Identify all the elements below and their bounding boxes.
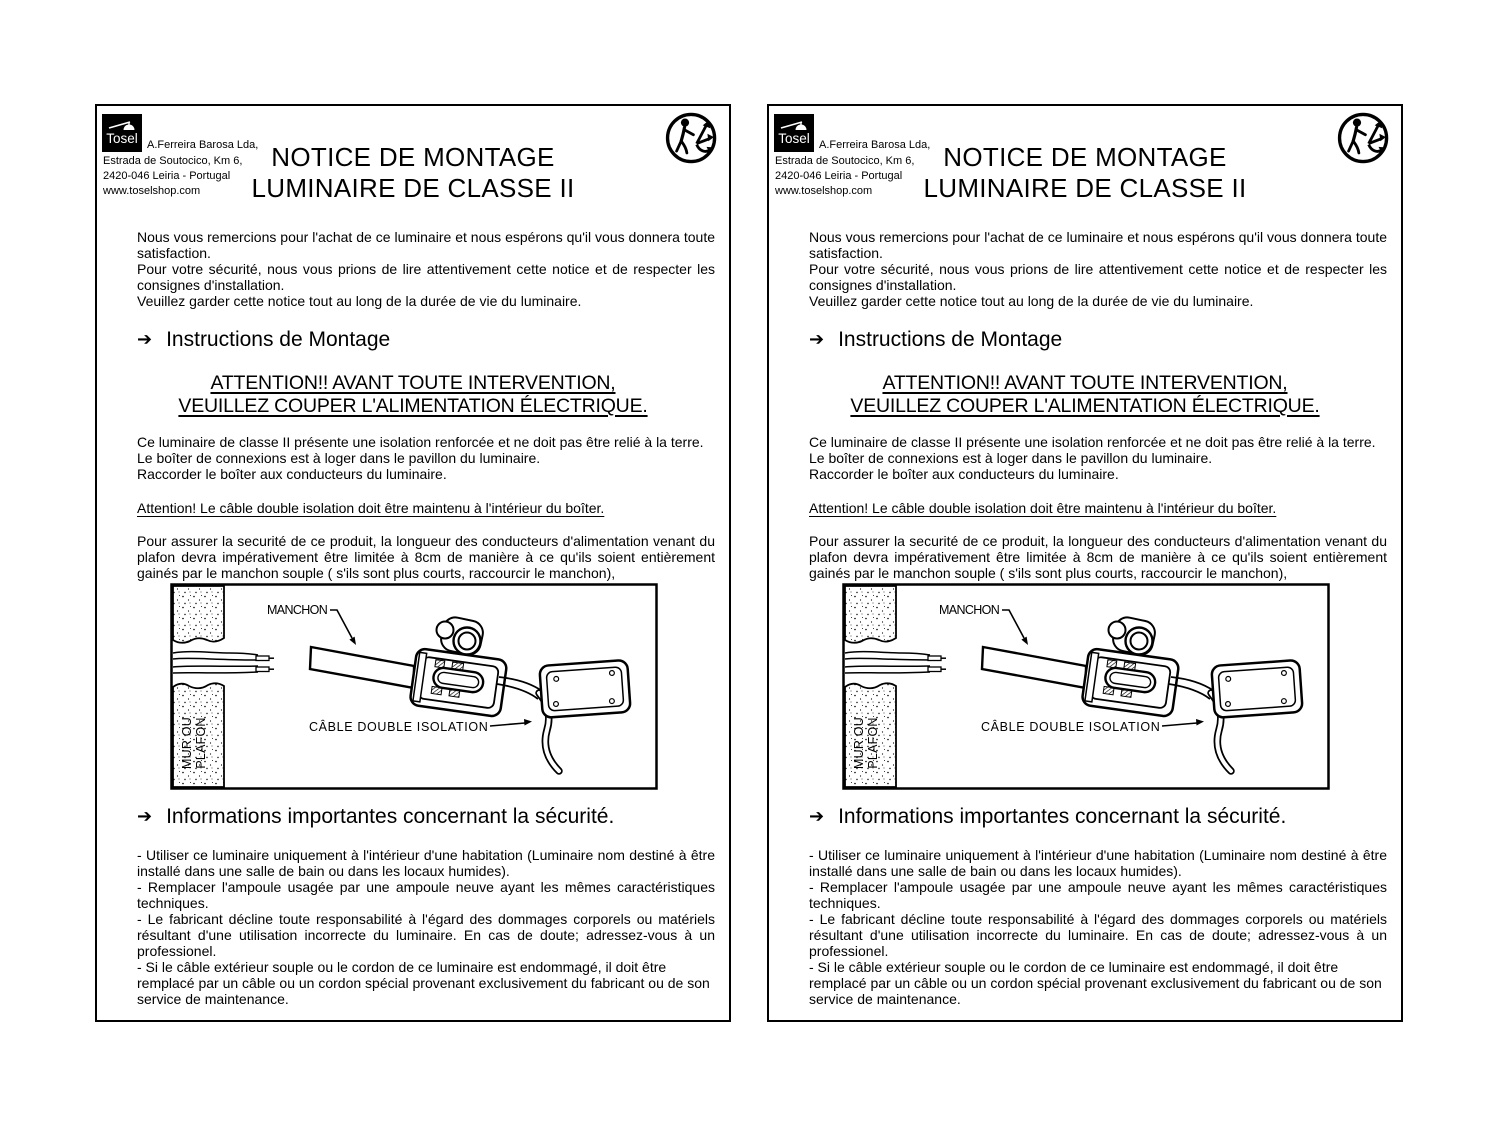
safety-bullet-3: - Le fabricant décline toute responsabilité à l'égard des dommages corporels ou matériels résultant d'une utilisation incorrecte du luminaire. En cas de doute; adressez-vous à un professionel. (137, 911, 715, 959)
class2-line-1: Ce luminaire de classe II présente une isolation renforcée et ne doit pas être relié à la terre. (809, 434, 1376, 450)
label-manchon: MANCHON (267, 603, 328, 617)
title-line-2: LUMINAIRE DE CLASSE II (923, 173, 1247, 203)
company-website: www.toselshop.com (103, 185, 201, 197)
intro-line-2: Pour votre sécurité, nous vous prions de lire attentivement cette notice et de respecter les consignes d'installation. (809, 261, 1387, 293)
junction-box (1081, 648, 1179, 717)
warning-heading (97, 372, 729, 418)
label-wall-line2: PLAFON (866, 717, 880, 769)
title-line-1: NOTICE DE MONTAGE (943, 142, 1227, 172)
intro-line-3: Veuillez garder cette notice tout au long de la durée de vie du luminaire. (137, 293, 582, 309)
notice-page (767, 104, 1403, 1022)
intro-paragraphs (809, 229, 1387, 309)
safety-bullet-4: - Si le câble extérieur souple ou le cordon de ce luminaire est endommagé, il doit être remplacé par un câble ou un cordon spécial provenant exclusivement du fabricant ou de son service de maintenance. (809, 959, 1382, 1007)
safety-bullets (137, 847, 715, 1007)
arrow-icon: ➔ (809, 329, 825, 349)
page-title (769, 142, 1401, 204)
page-title (97, 142, 729, 204)
warning-line-2: VEUILLEZ COUPER L'ALIMENTATION ÉLECTRIQUE. (850, 395, 1320, 417)
notice-page (95, 104, 731, 1022)
company-name: A.Ferreira Barosa Lda, (147, 139, 259, 151)
label-cable-double-isolation: CÂBLE DOUBLE ISOLATION (309, 720, 488, 734)
company-city: 2420-046 Leiria - Portugal (775, 170, 903, 182)
safety-bullet-2: - Remplacer l'ampoule usagée par une ampoule neuve ayant les mêmes caractéristiques techniques. (809, 879, 1387, 911)
company-name: A.Ferreira Barosa Lda, (819, 139, 931, 151)
title-line-2: LUMINAIRE DE CLASSE II (251, 173, 575, 203)
class2-line-2: Le boîter de connexions est à loger dans le pavillon du luminaire. (809, 450, 1213, 466)
installation-diagram (170, 583, 658, 790)
section-heading-montage (137, 328, 715, 352)
brand-text: Tosel (778, 131, 810, 146)
label-wall-line1: MUR OU (180, 717, 194, 769)
section-heading-montage-label: Instructions de Montage (166, 328, 391, 351)
intro-line-1: Nous vous remercions pour l'achat de ce luminaire et nous espérons qu'il vous donnera toute satisfaction. (137, 229, 715, 261)
warning-line-1: ATTENTION!! AVANT TOUTE INTERVENTION, (882, 372, 1288, 394)
intro-paragraphs (137, 229, 715, 309)
length-paragraph: Pour assurer la securité de ce produit, la longueur des conducteurs d'alimentation venant du plafon devra impérativement être limitée à 8cm de manière à ce qu'ils soient entièrement gainés par le manchon souple ( s'ils sont plus courts, raccourcir le manchon), (137, 533, 715, 581)
class2-line-3: Raccorder le boîter aux conducteurs du luminaire. (137, 466, 447, 482)
label-wall-line2: PLAFON (194, 717, 208, 769)
intro-line-2: Pour votre sécurité, nous vous prions de lire attentivement cette notice et de respecter les consignes d'installation. (137, 261, 715, 293)
installation-diagram (842, 583, 1330, 790)
safety-bullet-4: - Si le câble extérieur souple ou le cordon de ce luminaire est endommagé, il doit être remplacé par un câble ou un cordon spécial provenant exclusivement du fabricant ou de son service de maintenance. (137, 959, 710, 1007)
class2-line-3: Raccorder le boîter aux conducteurs du luminaire. (809, 466, 1119, 482)
triman-recycling-icon (664, 110, 720, 166)
label-cable-double-isolation: CÂBLE DOUBLE ISOLATION (981, 720, 1160, 734)
attention-note: Attention! Le câble double isolation doit être maintenu à l'intérieur du boîter. (809, 500, 1277, 516)
attention-note: Attention! Le câble double isolation doit être maintenu à l'intérieur du boîter. (137, 500, 605, 516)
arrow-icon: ➔ (137, 806, 153, 826)
class2-paragraph (809, 434, 1387, 482)
intro-line-3: Veuillez garder cette notice tout au long de la durée de vie du luminaire. (809, 293, 1254, 309)
title-line-1: NOTICE DE MONTAGE (271, 142, 555, 172)
class2-paragraph (137, 434, 715, 482)
safety-bullet-1: - Utiliser ce luminaire uniquement à l'intérieur d'une habitation (Luminaire nom destiné à être installé dans une salle de bain ou dans les locaux humides). (137, 847, 715, 879)
section-heading-securite (137, 805, 715, 829)
class2-line-2: Le boîter de connexions est à loger dans le pavillon du luminaire. (137, 450, 541, 466)
arrow-icon: ➔ (137, 329, 153, 349)
label-wall-line1: MUR OU (852, 717, 866, 769)
safety-bullets (809, 847, 1387, 1007)
company-street: Estrada de Soutocico, Km 6, (103, 155, 243, 167)
brand-text: Tosel (106, 131, 138, 146)
cover-box (539, 660, 630, 718)
section-heading-securite-label: Informations importantes concernant la sécurité. (838, 805, 1287, 828)
length-paragraph: Pour assurer la securité de ce produit, la longueur des conducteurs d'alimentation venant du plafon devra impérativement être limitée à 8cm de manière à ce qu'ils soient entièrement gainés par le manchon souple ( s'ils sont plus courts, raccourcir le manchon), (809, 533, 1387, 581)
safety-bullet-2: - Remplacer l'ampoule usagée par une ampoule neuve ayant les mêmes caractéristiques techniques. (137, 879, 715, 911)
section-heading-securite (809, 805, 1387, 829)
warning-heading (769, 372, 1401, 418)
intro-line-1: Nous vous remercions pour l'achat de ce luminaire et nous espérons qu'il vous donnera toute satisfaction. (809, 229, 1387, 261)
company-street: Estrada de Soutocico, Km 6, (775, 155, 915, 167)
arrow-icon: ➔ (809, 806, 825, 826)
company-city: 2420-046 Leiria - Portugal (103, 170, 231, 182)
section-heading-montage-label: Instructions de Montage (838, 328, 1063, 351)
triman-recycling-icon (1336, 110, 1392, 166)
document-canvas (95, 104, 1403, 1022)
label-manchon: MANCHON (939, 603, 1000, 617)
junction-box (409, 648, 507, 717)
safety-bullet-1: - Utiliser ce luminaire uniquement à l'intérieur d'une habitation (Luminaire nom destiné à être installé dans une salle de bain ou dans les locaux humides). (809, 847, 1387, 879)
class2-line-1: Ce luminaire de classe II présente une isolation renforcée et ne doit pas être relié à la terre. (137, 434, 704, 450)
company-website: www.toselshop.com (775, 185, 873, 197)
warning-line-2: VEUILLEZ COUPER L'ALIMENTATION ÉLECTRIQUE. (178, 395, 648, 417)
cover-box (1211, 660, 1302, 718)
safety-bullet-3: - Le fabricant décline toute responsabilité à l'égard des dommages corporels ou matériels résultant d'une utilisation incorrecte du luminaire. En cas de doute; adressez-vous à un professionel. (809, 911, 1387, 959)
section-heading-montage (809, 328, 1387, 352)
warning-line-1: ATTENTION!! AVANT TOUTE INTERVENTION, (210, 372, 616, 394)
section-heading-securite-label: Informations importantes concernant la sécurité. (166, 805, 615, 828)
